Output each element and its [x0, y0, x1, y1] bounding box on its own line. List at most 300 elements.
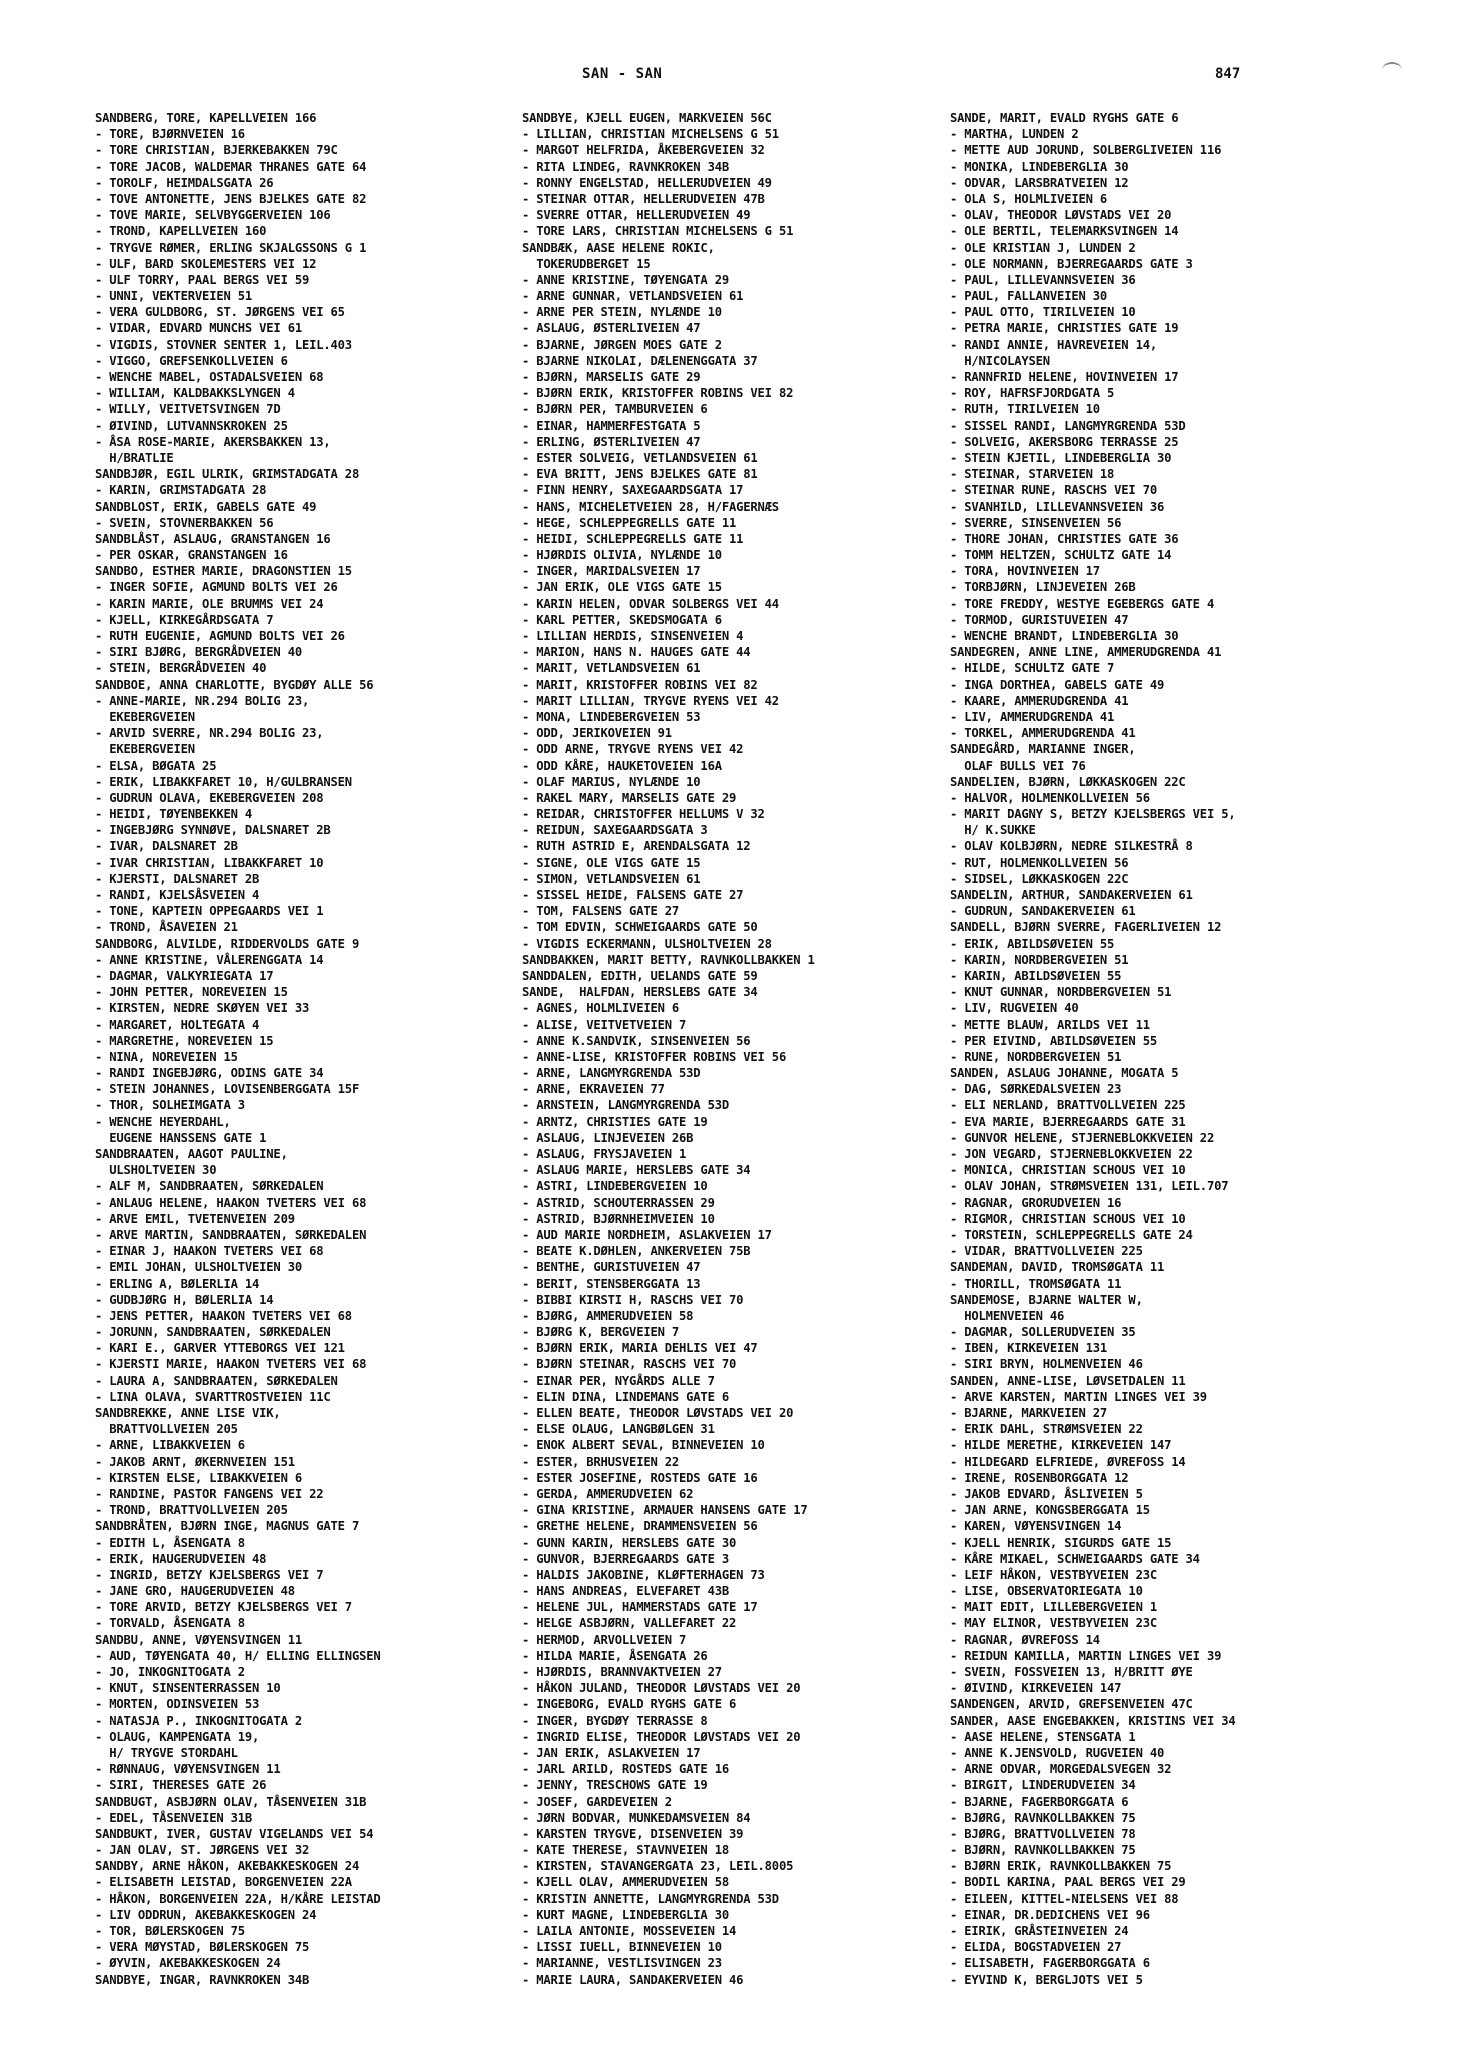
directory-entry: - JOHN PETTER, NOREVEIEN 15	[95, 985, 288, 1000]
directory-entry: - JENNY, TRESCHOWS GATE 19	[522, 1778, 708, 1793]
directory-entry: - WENCHE HEYERDAHL,	[95, 1114, 231, 1129]
directory-entry: - INGER, BYGDØY TERRASSE 8	[522, 1713, 708, 1728]
directory-entry: - ANNE KRISTINE, TØYENGATA 29	[522, 272, 729, 287]
directory-entry: - NINA, NOREVEIEN 15	[95, 1049, 238, 1064]
directory-entry: - BENTHE, GURISTUVEIEN 47	[522, 1260, 701, 1275]
directory-entry: - SIMON, VETLANDSVEIEN 61	[522, 871, 701, 886]
directory-entry: - ARNSTEIN, LANGMYRGRENDA 53D	[522, 1098, 729, 1113]
directory-entry: - OLAF MARIUS, NYLÆNDE 10	[522, 774, 701, 789]
directory-entry: - OLAV, THEODOR LØVSTADS VEI 20	[950, 208, 1172, 223]
directory-entry: - KIRSTEN, STAVANGERGATA 23, LEIL.8005	[522, 1859, 794, 1874]
directory-entry: - TOR, BØLERSKOGEN 75	[95, 1924, 245, 1938]
directory-entry: - AASE HELENE, STENSGATA 1	[950, 1729, 1136, 1744]
directory-entry: - JO, INKOGNITOGATA 2	[95, 1665, 245, 1679]
directory-entry: - JAKOB EDVARD, ÅSLIVEIEN 5	[950, 1486, 1143, 1501]
directory-entry: - KJELL HENRIK, SIGURDS GATE 15	[950, 1535, 1172, 1550]
directory-entry: - IVAR, DALSNARET 2B	[95, 839, 238, 854]
directory-entry: - RUTH, TIRILVEIEN 10	[950, 402, 1100, 417]
directory-entry: - JAN ARNE, KONGSBERGGATA 15	[950, 1503, 1150, 1518]
directory-entry: - SVEIN, FOSSVEIEN 13, H/BRITT ØYE	[950, 1665, 1193, 1679]
directory-entry: SANDEN, ASLAUG JOHANNE, MOGATA 5	[950, 1066, 1179, 1081]
directory-entry: SANDE, HALFDAN, HERSLEBS GATE 34	[522, 985, 758, 1000]
directory-column-1	[95, 110, 545, 1988]
directory-entry: - JON VEGARD, STJERNEBLOKKVEIEN 22	[950, 1147, 1193, 1161]
directory-entry: - ULF TORRY, PAAL BERGS VEI 59	[95, 272, 310, 287]
directory-entry: - AGNES, HOLMLIVEIEN 6	[522, 1001, 680, 1016]
directory-entry: - MONICA, CHRISTIAN SCHOUS VEI 10	[950, 1163, 1186, 1178]
directory-entry: - TOROLF, HEIMDALSGATA 26	[95, 175, 274, 190]
directory-entry: - GRETHE HELENE, DRAMMENSVEIEN 56	[522, 1519, 758, 1534]
directory-entry: - TORKEL, AMMERUDGRENDA 41	[950, 726, 1136, 741]
directory-entry: - ELISABETH LEISTAD, BORGENVEIEN 22A	[95, 1875, 352, 1890]
directory-entry: - MAY ELINOR, VESTBYVEIEN 23C	[950, 1616, 1157, 1631]
directory-entry: - ARVE EMIL, TVETENVEIEN 209	[95, 1211, 295, 1226]
directory-entry: - ERIK, ABILDSØVEIEN 55	[950, 936, 1115, 951]
directory-entry: - REIDUN KAMILLA, MARTIN LINGES VEI 39	[950, 1648, 1222, 1663]
directory-entry: - GINA KRISTINE, ARMAUER HANSENS GATE 17	[522, 1503, 808, 1518]
directory-entry: - TROND, ÅSAVEIEN 21	[95, 920, 238, 935]
directory-entry: H/ TRYGVE STORDAHL	[95, 1745, 238, 1760]
directory-entry: - AUD MARIE NORDHEIM, ASLAKVEIEN 17	[522, 1227, 772, 1242]
directory-entry: - KAARE, AMMERUDGRENDA 41	[950, 693, 1129, 708]
directory-entry: - HILDE MERETHE, KIRKEVEIEN 147	[950, 1438, 1172, 1453]
directory-entry: - BEATE K.DØHLEN, ANKERVEIEN 75B	[522, 1244, 751, 1259]
directory-entry: - REIDAR, CHRISTOFFER HELLUMS V 32	[522, 807, 765, 822]
directory-entry: - WENCHE MABEL, OSTADALSVEIEN 68	[95, 370, 324, 384]
directory-entry: - KARI E., GARVER YTTEBORGS VEI 121	[95, 1341, 345, 1356]
directory-entry: - GUNN KARIN, HERSLEBS GATE 30	[522, 1535, 737, 1550]
directory-entry: - JAN ERIK, OLE VIGS GATE 15	[522, 580, 722, 595]
directory-entry: - ØIVIND, LUTVANNSKROKEN 25	[95, 418, 288, 433]
directory-entry: SANDEN, ANNE-LISE, LØVSETDALEN 11	[950, 1373, 1186, 1388]
directory-entry: - OLAV JOHAN, STRØMSVEIEN 131, LEIL.707	[950, 1179, 1229, 1194]
directory-entry: SANDBUGT, ASBJØRN OLAV, TÅSENVEIEN 31B	[95, 1794, 367, 1809]
directory-entry: - ASLAUG MARIE, HERSLEBS GATE 34	[522, 1163, 751, 1178]
directory-entry: - HJØRDIS OLIVIA, NYLÆNDE 10	[522, 548, 722, 563]
directory-entry: - BJØRN PER, TAMBURVEIEN 6	[522, 402, 708, 417]
directory-entry: - ODD, JERIKOVEIEN 91	[522, 726, 672, 741]
directory-entry: SANDEGÅRD, MARIANNE INGER,	[950, 742, 1136, 757]
directory-entry: - ARNE, LANGMYRGRENDA 53D	[522, 1066, 701, 1081]
directory-entry: H/NICOLAYSEN	[950, 353, 1050, 368]
directory-entry: - PETRA MARIE, CHRISTIES GATE 19	[950, 321, 1179, 336]
directory-entry: - KARIN, NORDBERGVEIEN 51	[950, 952, 1129, 967]
directory-entry: - TOM EDVIN, SCHWEIGAARDS GATE 50	[522, 920, 758, 935]
corner-mark	[1382, 62, 1402, 78]
directory-entry: - RITA LINDEG, RAVNKROKEN 34B	[522, 159, 729, 174]
directory-entry: - VIGDIS, STOVNER SENTER 1, LEIL.403	[95, 337, 352, 352]
directory-entry: - DAG, SØRKEDALSVEIEN 23	[950, 1082, 1122, 1097]
directory-entry: - MARION, HANS N. HAUGES GATE 44	[522, 645, 751, 660]
directory-entry: - KARIN HELEN, ODVAR SOLBERGS VEI 44	[522, 596, 779, 611]
directory-entry: - FINN HENRY, SAXEGAARDSGATA 17	[522, 483, 744, 498]
directory-entry: SANDBYE, INGAR, RAVNKROKEN 34B	[95, 1972, 310, 1987]
directory-entry: - ASLAUG, FRYSJAVEIEN 1	[522, 1147, 687, 1161]
directory-entry: - REIDUN, SAXEGAARDSGATA 3	[522, 823, 708, 838]
directory-entry: - ARNTZ, CHRISTIES GATE 19	[522, 1114, 708, 1129]
directory-entry: - ARNE ODVAR, MORGEDALSVEGEN 32	[950, 1762, 1172, 1777]
directory-entry: - TORVALD, ÅSENGATA 8	[95, 1616, 245, 1631]
directory-entry: - ARNE, EKRAVEIEN 77	[522, 1082, 665, 1097]
directory-entry: - TORE CHRISTIAN, BJERKEBAKKEN 79C	[95, 143, 338, 158]
directory-entry: - TOM, FALSENS GATE 27	[522, 904, 680, 919]
directory-entry: - MARIT, KRISTOFFER ROBINS VEI 82	[522, 677, 758, 692]
directory-entry: - BJØRN ERIK, KRISTOFFER ROBINS VEI 82	[522, 386, 794, 401]
directory-entry: SANDELL, BJØRN SVERRE, FAGERLIVEIEN 12	[950, 920, 1222, 935]
directory-entry: - RONNY ENGELSTAD, HELLERUDVEIEN 49	[522, 175, 772, 190]
directory-entry: - ELIDA, BOGSTADVEIEN 27	[950, 1940, 1122, 1955]
directory-entry: - EDEL, TÅSENVEIEN 31B	[95, 1810, 253, 1825]
directory-entry: - KIRSTEN, NEDRE SKØYEN VEI 33	[95, 1001, 310, 1016]
directory-entry: - THORE JOHAN, CHRISTIES GATE 36	[950, 531, 1179, 546]
directory-entry: - EDITH L, ÅSENGATA 8	[95, 1535, 245, 1550]
directory-entry: - HELGE ASBJØRN, VALLEFARET 22	[522, 1616, 737, 1631]
directory-entry: - PAUL, FALLANVEIEN 30	[950, 289, 1108, 304]
directory-entry: - MARGOT HELFRIDA, ÅKEBERGVEIEN 32	[522, 143, 765, 158]
directory-entry: - SOLVEIG, AKERSBORG TERRASSE 25	[950, 434, 1179, 449]
directory-entry: - KARIN MARIE, OLE BRUMMS VEI 24	[95, 596, 324, 611]
directory-entry: - HILDEGARD ELFRIEDE, ØVREFOSS 14	[950, 1454, 1186, 1469]
directory-entry: - MARGRETHE, NOREVEIEN 15	[95, 1033, 274, 1048]
directory-entry: - BJØRG, RAVNKOLLBAKKEN 75	[950, 1810, 1136, 1825]
directory-entry: - HEIDI, SCHLEPPEGRELLS GATE 11	[522, 531, 744, 546]
directory-entry: - SIRI, THERESES GATE 26	[95, 1778, 267, 1793]
directory-entry: - BJARNE NIKOLAI, DÆLENENGGATA 37	[522, 353, 758, 368]
directory-entry: - EMIL JOHAN, ULSHOLTVEIEN 30	[95, 1260, 302, 1275]
directory-entry: - INGA DORTHEA, GABELS GATE 49	[950, 677, 1165, 692]
directory-entry: - ELISABETH, FAGERBORGGATA 6	[950, 1956, 1150, 1971]
directory-entry: - SIGNE, OLE VIGS GATE 15	[522, 855, 701, 870]
directory-entry: - ESTER JOSEFINE, ROSTEDS GATE 16	[522, 1470, 758, 1485]
directory-entry: - NATASJA P., INKOGNITOGATA 2	[95, 1713, 302, 1728]
directory-entry: - ALF M, SANDBRAATEN, SØRKEDALEN	[95, 1179, 324, 1194]
directory-entry: SANDBJØR, EGIL ULRIK, GRIMSTADGATA 28	[95, 467, 360, 482]
directory-entry: SANDBYE, KJELL EUGEN, MARKVEIEN 56C	[522, 111, 772, 125]
directory-entry: - RAKEL MARY, MARSELIS GATE 29	[522, 790, 737, 805]
directory-entry: - KJERSTI, DALSNARET 2B	[95, 871, 260, 886]
directory-entry: - KNUT GUNNAR, NORDBERGVEIEN 51	[950, 985, 1172, 1000]
directory-entry: - EINAR J, HAAKON TVETERS VEI 68	[95, 1244, 324, 1259]
directory-entry: SANDDALEN, EDITH, UELANDS GATE 59	[522, 968, 758, 983]
directory-entry: - BJØRN ERIK, RAVNKOLLBAKKEN 75	[950, 1859, 1172, 1874]
directory-entry: - ELLEN BEATE, THEODOR LØVSTADS VEI 20	[522, 1406, 794, 1420]
directory-entry: SANDENGEN, ARVID, GREFSENVEIEN 47C	[950, 1697, 1193, 1712]
directory-entry: - ARNE GUNNAR, VETLANDSVEIEN 61	[522, 289, 744, 304]
directory-entry: - BJØRN STEINAR, RASCHS VEI 70	[522, 1357, 737, 1372]
directory-entry: - LIV, AMMERUDGRENDA 41	[950, 709, 1115, 724]
directory-entry: - INGRID, BETZY KJELSBERGS VEI 7	[95, 1567, 324, 1582]
directory-entry: HOLMENVEIEN 46	[950, 1308, 1065, 1323]
directory-entry: - HELENE JUL, HAMMERSTADS GATE 17	[522, 1600, 758, 1615]
directory-entry: - HILDA MARIE, ÅSENGATA 26	[522, 1648, 708, 1663]
directory-entry: - JARL ARILD, ROSTEDS GATE 16	[522, 1762, 729, 1777]
directory-entry: - TORE ARVID, BETZY KJELSBERGS VEI 7	[95, 1600, 352, 1615]
directory-entry: - BJØRG K, BERGVEIEN 7	[522, 1325, 680, 1340]
directory-entry: ULSHOLTVEIEN 30	[95, 1163, 217, 1178]
directory-entry: - ØYVIN, AKEBAKKESKOGEN 24	[95, 1956, 281, 1971]
directory-entry: - METTE BLAUW, ARILDS VEI 11	[950, 1017, 1150, 1032]
directory-entry: BRATTVOLLVEIEN 205	[95, 1422, 238, 1437]
directory-entry: - EYVIND K, BERGLJOTS VEI 5	[950, 1972, 1143, 1987]
directory-entry: - RUT, HOLMENKOLLVEIEN 56	[950, 855, 1129, 870]
directory-entry: - LISSI IUELL, BINNEVEIEN 10	[522, 1940, 722, 1955]
directory-entry: - STEIN JOHANNES, LOVISENBERGGATA 15F	[95, 1082, 360, 1097]
directory-entry: - JENS PETTER, HAAKON TVETERS VEI 68	[95, 1308, 352, 1323]
directory-entry: - EINAR, HAMMERFESTGATA 5	[522, 418, 701, 433]
directory-entry: - GUDRUN OLAVA, EKEBERGVEIEN 208	[95, 790, 324, 805]
directory-entry: - ERLING, ØSTERLIVEIEN 47	[522, 434, 701, 449]
directory-entry: SANDELIEN, BJØRN, LØKKASKOGEN 22C	[950, 774, 1186, 789]
directory-entry: - RUNE, NORDBERGVEIEN 51	[950, 1049, 1122, 1064]
directory-entry: - KNUT, SINSENTERRASSEN 10	[95, 1681, 281, 1696]
directory-entry: - JORUNN, SANDBRAATEN, SØRKEDALEN	[95, 1325, 331, 1340]
directory-entry: - BJARNE, FAGERBORGGATA 6	[950, 1794, 1129, 1809]
directory-entry: - MARIT, VETLANDSVEIEN 61	[522, 661, 701, 676]
directory-entry: - OLE KRISTIAN J, LUNDEN 2	[950, 240, 1136, 255]
directory-entry: SANDBY, ARNE HÅKON, AKEBAKKESKOGEN 24	[95, 1859, 360, 1874]
directory-entry: - LINA OLAVA, SVARTTROSTVEIEN 11C	[95, 1389, 331, 1404]
directory-entry: - IRENE, ROSENBORGGATA 12	[950, 1470, 1129, 1485]
directory-entry: - MARIANNE, VESTLISVINGEN 23	[522, 1956, 722, 1971]
directory-entry: - TONE, KAPTEIN OPPEGAARDS VEI 1	[95, 904, 324, 919]
directory-entry: SANDBERG, TORE, KAPELLVEIEN 166	[95, 111, 317, 125]
directory-entry: - WILLY, VEITVETSVINGEN 7D	[95, 402, 281, 417]
directory-entry: - KJELL OLAV, AMMERUDVEIEN 58	[522, 1875, 729, 1890]
directory-entry: - GUNVOR HELENE, STJERNEBLOKKVEIEN 22	[950, 1130, 1215, 1145]
directory-entry: SANDBRAATEN, AAGOT PAULINE,	[95, 1147, 288, 1161]
directory-entry: - RUTH ASTRID E, ARENDALSGATA 12	[522, 839, 751, 854]
directory-entry: - ELSE OLAUG, LANGBØLGEN 31	[522, 1422, 715, 1437]
directory-entry: EUGENE HANSSENS GATE 1	[95, 1130, 267, 1145]
directory-entry: SANDBAKKEN, MARIT BETTY, RAVNKOLLBAKKEN 1	[522, 952, 815, 967]
directory-entry: SANDBORG, ALVILDE, RIDDERVOLDS GATE 9	[95, 936, 360, 951]
directory-entry: - RANDI, KJELSÅSVEIEN 4	[95, 888, 260, 902]
directory-entry: - MONA, LINDEBERGVEIEN 53	[522, 709, 701, 724]
directory-entry: - ASTRID, BJØRNHEIMVEIEN 10	[522, 1211, 715, 1226]
directory-entry: - IVAR CHRISTIAN, LIBAKKFARET 10	[95, 855, 324, 870]
directory-entry: - EILEEN, KITTEL-NIELSENS VEI 88	[950, 1891, 1179, 1906]
directory-entry: - JAN ERIK, ASLAKVEIEN 17	[522, 1745, 701, 1760]
directory-entry: - KURT MAGNE, LINDEBERGLIA 30	[522, 1907, 729, 1922]
directory-entry: - VIDAR, EDVARD MUNCHS VEI 61	[95, 321, 302, 336]
directory-entry: - STEIN KJETIL, LINDEBERGLIA 30	[950, 450, 1172, 465]
directory-entry: - SVEIN, STOVNERBAKKEN 56	[95, 515, 274, 530]
directory-entry: - STEINAR, STARVEIEN 18	[950, 467, 1115, 482]
directory-entry: - MARIT DAGNY S, BETZY KJELSBERGS VEI 5,	[950, 807, 1236, 822]
directory-entry: - SIRI BJØRG, BERGRÅDVEIEN 40	[95, 645, 302, 660]
directory-entry: SANDEMOSE, BJARNE WALTER W,	[950, 1292, 1143, 1307]
directory-entry: - RANDINE, PASTOR FANGENS VEI 22	[95, 1486, 324, 1501]
directory-entry: - ÅSA ROSE-MARIE, AKERSBAKKEN 13,	[95, 434, 331, 449]
directory-entry: H/ K.SUKKE	[950, 823, 1036, 838]
directory-entry: - UNNI, VEKTERVEIEN 51	[95, 289, 253, 304]
directory-entry: - ARNE, LIBAKKVEIEN 6	[95, 1438, 245, 1453]
directory-entry: SANDER, AASE ENGEBAKKEN, KRISTINS VEI 34	[950, 1713, 1236, 1728]
directory-entry: - HILDE, SCHULTZ GATE 7	[950, 661, 1115, 676]
directory-entry: - EINAR PER, NYGÅRDS ALLE 7	[522, 1373, 715, 1388]
directory-entry: - TOVE ANTONETTE, JENS BJELKES GATE 82	[95, 191, 367, 206]
directory-entry: - TROND, BRATTVOLLVEIEN 205	[95, 1503, 288, 1518]
directory-entry: - JOSEF, GARDEVEIEN 2	[522, 1794, 672, 1809]
directory-entry: SANDBO, ESTHER MARIE, DRAGONSTIEN 15	[95, 564, 352, 579]
directory-entry: - MAIT EDIT, LILLEBERGVEIEN 1	[950, 1600, 1157, 1615]
directory-entry: - JAN OLAV, ST. JØRGENS VEI 32	[95, 1843, 310, 1858]
directory-entry: - ESTER SOLVEIG, VETLANDSVEIEN 61	[522, 450, 758, 465]
directory-entry: - ASLAUG, ØSTERLIVEIEN 47	[522, 321, 701, 336]
directory-entry: - EVA BRITT, JENS BJELKES GATE 81	[522, 467, 758, 482]
directory-entry: - LILLIAN, CHRISTIAN MICHELSENS G 51	[522, 127, 779, 142]
directory-entry: - INGEBORG, EVALD RYGHS GATE 6	[522, 1697, 737, 1712]
directory-entry: - ØIVIND, KIRKEVEIEN 147	[950, 1681, 1122, 1696]
directory-entry: - LIV ODDRUN, AKEBAKKESKOGEN 24	[95, 1907, 317, 1922]
directory-entry: - LAILA ANTONIE, MOSSEVEIEN 14	[522, 1924, 737, 1938]
directory-entry: - ANNE K.SANDVIK, SINSENVEIEN 56	[522, 1033, 751, 1048]
directory-entry: - ANNE-LISE, KRISTOFFER ROBINS VEI 56	[522, 1049, 787, 1064]
directory-entry: - TORE, BJØRNVEIEN 16	[95, 127, 245, 142]
directory-entry: - SVANHILD, LILLEVANNSVEIEN 36	[950, 499, 1165, 514]
directory-entry: - DAGMAR, VALKYRIEGATA 17	[95, 968, 274, 983]
directory-entry: - MARGARET, HOLTEGATA 4	[95, 1017, 260, 1032]
directory-entry: - BODIL KARINA, PAAL BERGS VEI 29	[950, 1875, 1186, 1890]
directory-entry: - BIBBI KIRSTI H, RASCHS VEI 70	[522, 1292, 744, 1307]
directory-entry: SANDELIN, ARTHUR, SANDAKERVEIEN 61	[950, 888, 1193, 902]
directory-entry: - ENOK ALBERT SEVAL, BINNEVEIEN 10	[522, 1438, 765, 1453]
directory-entry: - WILLIAM, KALDBAKKSLYNGEN 4	[95, 386, 295, 401]
directory-entry: - BIRGIT, LINDERUDVEIEN 34	[950, 1778, 1136, 1793]
directory-entry: - VIDAR, BRATTVOLLVEIEN 225	[950, 1244, 1143, 1259]
directory-entry: - JANE GRO, HAUGERUDVEIEN 48	[95, 1584, 295, 1599]
directory-entry: - KAREN, VØYENSVINGEN 14	[950, 1519, 1122, 1534]
directory-entry: - EVA MARIE, BJERREGAARDS GATE 31	[950, 1114, 1186, 1129]
directory-entry: - VIGDIS ECKERMANN, ULSHOLTVEIEN 28	[522, 936, 772, 951]
directory-entry: - SIDSEL, LØKKASKOGEN 22C	[950, 871, 1129, 886]
directory-entry: - ASTRID, SCHOUTERRASSEN 29	[522, 1195, 715, 1210]
directory-entry: - JAKOB ARNT, ØKERNVEIEN 151	[95, 1454, 295, 1469]
directory-entry: - GUNVOR, BJERREGAARDS GATE 3	[522, 1551, 729, 1566]
directory-entry: SANDBREKKE, ANNE LISE VIK,	[95, 1406, 281, 1420]
directory-entry: - ARVE KARSTEN, MARTIN LINGES VEI 39	[950, 1389, 1207, 1404]
directory-entry: - KÅRE MIKAEL, SCHWEIGAARDS GATE 34	[950, 1551, 1200, 1566]
directory-entry: - ERLING A, BØLERLIA 14	[95, 1276, 260, 1291]
directory-entry: - PAUL OTTO, TIRILVEIEN 10	[950, 305, 1136, 320]
directory-entry: - ELI NERLAND, BRATTVOLLVEIEN 225	[950, 1098, 1186, 1113]
directory-entry: SANDBU, ANNE, VØYENSVINGEN 11	[95, 1632, 302, 1647]
directory-entry: - KJERSTI MARIE, HAAKON TVETERS VEI 68	[95, 1357, 367, 1372]
directory-entry: - ROY, HAFRSFJORDGATA 5	[950, 386, 1115, 401]
directory-entry: - RIGMOR, CHRISTIAN SCHOUS VEI 10	[950, 1211, 1186, 1226]
directory-entry: SANDBOE, ANNA CHARLOTTE, BYGDØY ALLE 56	[95, 677, 374, 692]
directory-entry: - SVERRE OTTAR, HELLERUDVEIEN 49	[522, 208, 751, 223]
directory-entry: - JØRN BODVAR, MUNKEDAMSVEIEN 84	[522, 1810, 751, 1825]
directory-entry: - BJØRN ERIK, MARIA DEHLIS VEI 47	[522, 1341, 758, 1356]
directory-entry: - HANS, MICHELETVEIEN 28, H/FAGERNÆS	[522, 499, 779, 514]
directory-entry: TOKERUDBERGET 15	[522, 256, 651, 271]
directory-entry: - INGER SOFIE, AGMUND BOLTS VEI 26	[95, 580, 338, 595]
directory-entry: - LEIF HÅKON, VESTBYVEIEN 23C	[950, 1567, 1157, 1582]
directory-entry: - BJARNE, MARKVEIEN 27	[950, 1406, 1108, 1420]
directory-entry: - HEIDI, TØYENBEKKEN 4	[95, 807, 253, 822]
directory-entry: - TOMM HELTZEN, SCHULTZ GATE 14	[950, 548, 1172, 563]
directory-entry: - ARVID SVERRE, NR.294 BOLIG 23,	[95, 726, 324, 741]
directory-entry: - RØNNAUG, VØYENSVINGEN 11	[95, 1762, 281, 1777]
directory-entry: - GUDBJØRG H, BØLERLIA 14	[95, 1292, 274, 1307]
directory-entry: - MARIT LILLIAN, TRYGVE RYENS VEI 42	[522, 693, 779, 708]
directory-entry: - OLA S, HOLMLIVEIEN 6	[950, 191, 1108, 206]
directory-entry: - MONIKA, LINDEBERGLIA 30	[950, 159, 1129, 174]
directory-entry: - WENCHE BRANDT, LINDEBERGLIA 30	[950, 629, 1179, 643]
directory-entry: - MORTEN, ODINSVEIEN 53	[95, 1697, 260, 1712]
directory-entry: - VIGGO, GREFSENKOLLVEIEN 6	[95, 353, 288, 368]
directory-entry: - KJELL, KIRKEGÅRDSGATA 7	[95, 612, 274, 627]
directory-entry: - KIRSTEN ELSE, LIBAKKVEIEN 6	[95, 1470, 302, 1485]
directory-entry: EKEBERGVEIEN	[95, 742, 195, 757]
directory-entry: - ERIK, LIBAKKFARET 10, H/GULBRANSEN	[95, 774, 352, 789]
directory-entry: - SVERRE, SINSENVEIEN 56	[950, 515, 1122, 530]
directory-entry: - ANNE KRISTINE, VÅLERENGGATA 14	[95, 952, 324, 967]
directory-column-2	[522, 110, 972, 1988]
directory-entry: SANDEMAN, DAVID, TROMSØGATA 11	[950, 1260, 1165, 1275]
directory-column-3	[950, 110, 1400, 1988]
directory-entry: H/BRATLIE	[95, 450, 174, 465]
directory-entry: SANDBÆK, AASE HELENE ROKIC,	[522, 240, 715, 255]
directory-entry: - ESTER, BRHUSVEIEN 22	[522, 1454, 680, 1469]
directory-entry: - KARSTEN TRYGVE, DISENVEIEN 39	[522, 1826, 744, 1841]
directory-entry: - BJØRG, BRATTVOLLVEIEN 78	[950, 1826, 1136, 1841]
directory-entry: - ULF, BARD SKOLEMESTERS VEI 12	[95, 256, 317, 271]
directory-entry: - ASLAUG, LINJEVEIEN 26B	[522, 1130, 694, 1145]
directory-entry: - VERA GULDBORG, ST. JØRGENS VEI 65	[95, 305, 345, 320]
directory-entry: - TROND, KAPELLVEIEN 160	[95, 224, 267, 239]
directory-entry: SANDBRÅTEN, BJØRN INGE, MAGNUS GATE 7	[95, 1519, 360, 1534]
directory-entry: - ELIN DINA, LINDEMANS GATE 6	[522, 1389, 729, 1404]
directory-entry: - DAGMAR, SOLLERUDVEIEN 35	[950, 1325, 1136, 1340]
directory-entry: - INGER, MARIDALSVEIEN 17	[522, 564, 701, 579]
directory-entry: - OLE NORMANN, BJERREGAARDS GATE 3	[950, 256, 1193, 271]
directory-entry: - MARIE LAURA, SANDAKERVEIEN 46	[522, 1972, 744, 1987]
directory-entry: - PAUL, LILLEVANNSVEIEN 36	[950, 272, 1136, 287]
directory-entry: - BJØRN, RAVNKOLLBAKKEN 75	[950, 1843, 1136, 1858]
directory-entry: - EIRIK, GRÅSTEINVEIEN 24	[950, 1924, 1129, 1938]
directory-entry: - HALVOR, HOLMENKOLLVEIEN 56	[950, 790, 1150, 805]
directory-entry: - METTE AUD JORUND, SOLBERGLIVEIEN 116	[950, 143, 1222, 158]
directory-entry: - IBEN, KIRKEVEIEN 131	[950, 1341, 1108, 1356]
directory-entry: - RAGNAR, ØVREFOSS 14	[950, 1632, 1100, 1647]
directory-entry: - ASTRI, LINDEBERGVEIEN 10	[522, 1179, 708, 1194]
directory-entry: - HERMOD, ARVOLLVEIEN 7	[522, 1632, 687, 1647]
directory-entry: SANDBUKT, IVER, GUSTAV VIGELANDS VEI 54	[95, 1826, 374, 1841]
directory-entry: - LIV, RUGVEIEN 40	[950, 1001, 1079, 1016]
directory-entry: - TORSTEIN, SCHLEPPEGRELLS GATE 24	[950, 1227, 1193, 1242]
directory-entry: - KARIN, GRIMSTADGATA 28	[95, 483, 267, 498]
directory-entry: - MARTHA, LUNDEN 2	[950, 127, 1079, 142]
directory-entry: - ELSA, BØGATA 25	[95, 758, 217, 773]
directory-entry: - HEGE, SCHLEPPEGRELLS GATE 11	[522, 515, 737, 530]
directory-entry: - RANDI INGEBJØRG, ODINS GATE 34	[95, 1066, 324, 1081]
directory-entry: - INGRID ELISE, THEODOR LØVSTADS VEI 20	[522, 1729, 801, 1744]
directory-entry: - KRISTIN ANNETTE, LANGMYRGRENDA 53D	[522, 1891, 779, 1906]
directory-entry: - RUTH EUGENIE, AGMUND BOLTS VEI 26	[95, 629, 345, 643]
directory-entry: - LILLIAN HERDIS, SINSENVEIEN 4	[522, 629, 744, 643]
directory-entry: - TOVE MARIE, SELVBYGGERVEIEN 106	[95, 208, 331, 223]
directory-entry: - ODD KÅRE, HAUKETOVEIEN 16A	[522, 758, 722, 773]
page-header	[0, 66, 1464, 90]
directory-entry: - SISSEL RANDI, LANGMYRGRENDA 53D	[950, 418, 1186, 433]
directory-entry: - KATE THERESE, STAVNVEIEN 18	[522, 1843, 729, 1858]
directory-entry: - SIRI BRYN, HOLMENVEIEN 46	[950, 1357, 1143, 1372]
directory-entry: - AUD, TØYENGATA 40, H/ ELLING ELLINGSEN	[95, 1648, 381, 1663]
directory-entry: SANDBLOST, ERIK, GABELS GATE 49	[95, 499, 317, 514]
directory-entry: - TORE LARS, CHRISTIAN MICHELSENS G 51	[522, 224, 794, 239]
